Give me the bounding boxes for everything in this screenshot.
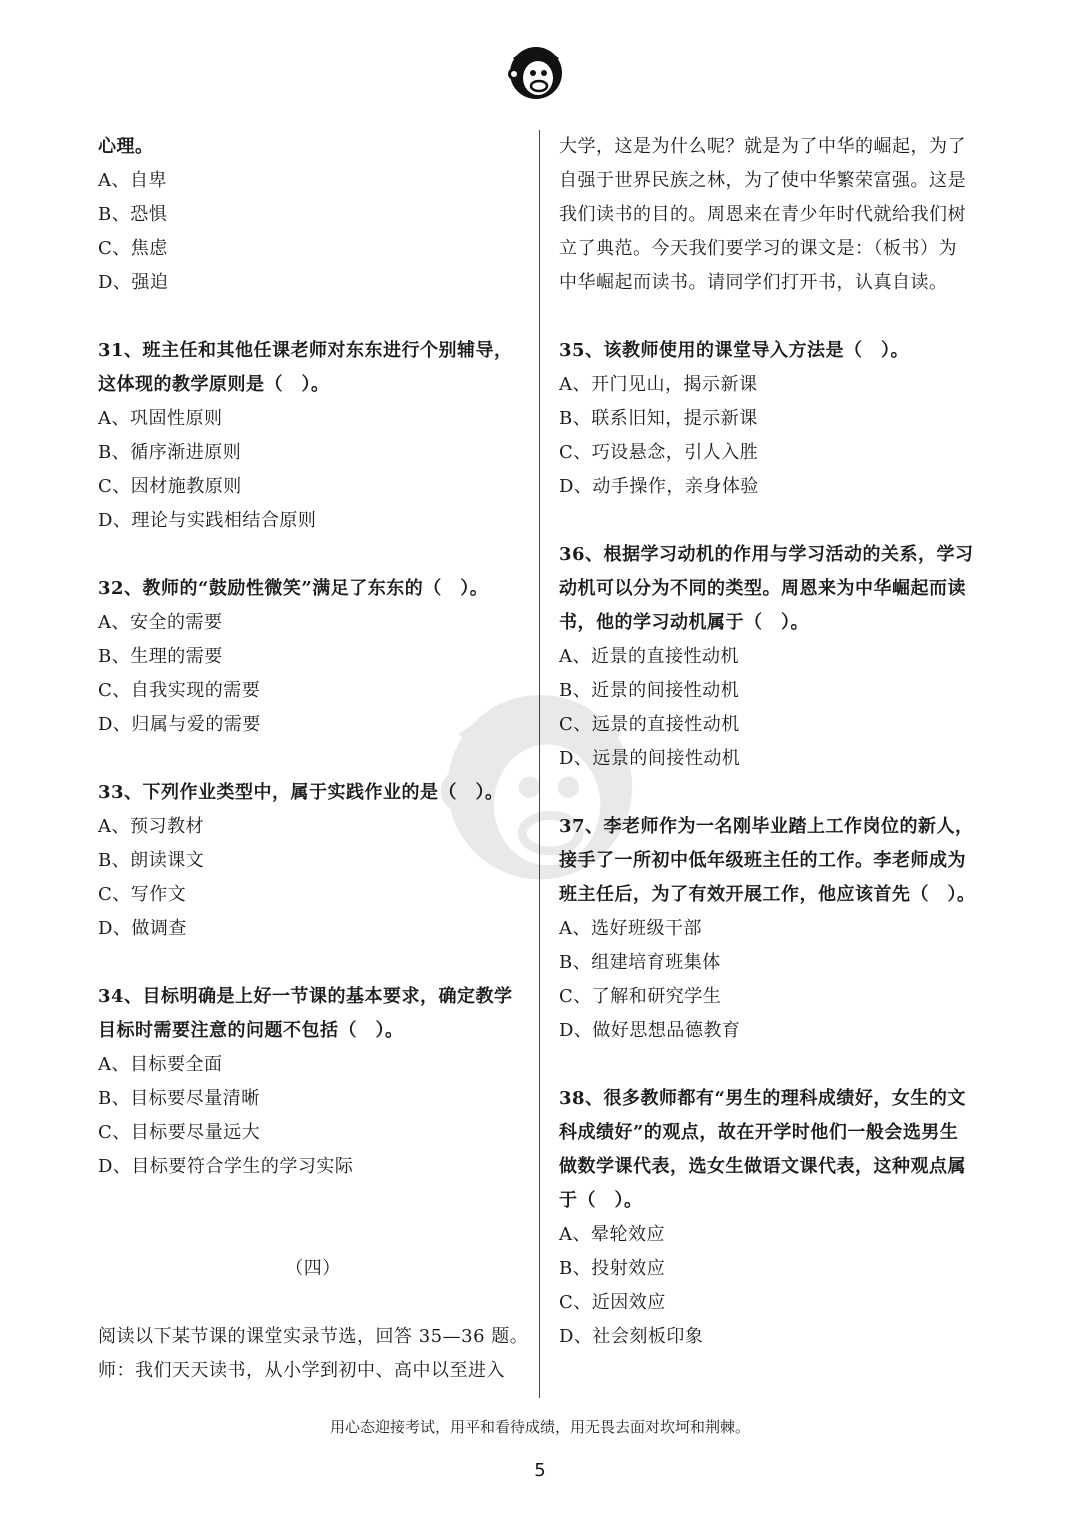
text-line: C、写作文 [98, 884, 187, 905]
text-line: 师：我们天天读书，从小学到初中、高中以至进入 [98, 1360, 505, 1381]
text-line: B、近景的间接性动机 [559, 680, 740, 701]
question-text: 33、下列作业类型中，属于实践作业的是（ ）。 [98, 782, 504, 803]
text-line: B、朗读课文 [98, 850, 205, 871]
text-line: C、自我实现的需要 [98, 680, 261, 701]
question-text: 于（ ）。 [559, 1190, 643, 1211]
question-text: 接手了一所初中低年级班主任的工作。李老师成为 [559, 850, 966, 871]
spacer [559, 1048, 989, 1082]
text-line: A、选好班级干部 [559, 918, 702, 939]
text-line: A、近景的直接性动机 [559, 646, 739, 667]
spacer [98, 1184, 528, 1218]
text-line: B、联系旧知，提示新课 [559, 408, 758, 429]
question-text: 心理。 [98, 136, 154, 157]
question-text: 做数学课代表，选女生做语文课代表，这种观点属 [559, 1156, 966, 1177]
text-line: 中华崛起而读书。请同学们打开书，认真自读。 [559, 272, 948, 293]
text-line: D、强迫 [98, 272, 169, 293]
text-line: A、安全的需要 [98, 612, 223, 633]
spacer [98, 300, 528, 334]
spacer [559, 504, 989, 538]
right-column [559, 130, 989, 1354]
text-line: B、生理的需要 [98, 646, 223, 667]
text-line: B、循序渐进原则 [98, 442, 242, 463]
text-line: B、组建培育班集体 [559, 952, 721, 973]
column-divider [539, 130, 540, 1398]
text-line: C、近因效应 [559, 1292, 666, 1313]
text-line: 自强于世界民族之林，为了使中华繁荣富强。这是 [559, 170, 966, 191]
text-line: A、预习教材 [98, 816, 204, 837]
monkey-logo-icon [505, 40, 567, 102]
question-text: 动机可以分为不同的类型。周恩来为中华崛起而读 [559, 578, 966, 599]
text-line: A、晕轮效应 [559, 1224, 665, 1245]
question-text: 科成绩好”的观点，故在开学时他们一般会选男生 [559, 1122, 959, 1143]
question-text: 32、教师的“鼓励性微笑”满足了东东的（ ）。 [98, 578, 489, 599]
question-text: 37、李老师作为一名刚毕业踏上工作岗位的新人， [559, 816, 974, 837]
spacer [98, 1286, 528, 1320]
text-line: D、目标要符合学生的学习实际 [98, 1156, 354, 1177]
text-line: D、远景的间接性动机 [559, 748, 741, 769]
text-line: 立了典范。今天我们要学习的课文是：（板书）为 [559, 238, 957, 259]
text-line: C、目标要尽量远大 [98, 1122, 261, 1143]
spacer [559, 776, 989, 810]
question-text: 班主任后，为了有效开展工作，他应该首先（ ）。 [559, 884, 976, 905]
text-line: A、目标要全面 [98, 1054, 223, 1075]
text-line: 阅读以下某节课的课堂实录节选，回答 35—36 题。 [98, 1326, 529, 1347]
text-line: D、理论与实践相结合原则 [98, 510, 317, 531]
text-line: D、归属与爱的需要 [98, 714, 261, 735]
question-text: 35、该教师使用的课堂导入方法是（ ）。 [559, 340, 910, 361]
text-line: A、巩固性原则 [98, 408, 223, 429]
text-line: A、自卑 [98, 170, 167, 191]
question-text: 36、根据学习动机的作用与学习活动的关系，学习 [559, 544, 974, 565]
text-line: C、了解和研究学生 [559, 986, 722, 1007]
section-heading: （四） [285, 1258, 341, 1279]
text-line: 大学，这是为什么呢？就是为了中华的崛起，为了 [559, 136, 966, 157]
text-line: 我们读书的目的。周恩来在青少年时代就给我们树 [559, 204, 966, 225]
left-column [98, 130, 528, 1388]
text-line: B、投射效应 [559, 1258, 666, 1279]
text-line: B、目标要尽量清晰 [98, 1088, 260, 1109]
text-line: B、恐惧 [98, 204, 168, 225]
spacer [98, 1218, 528, 1252]
question-text: 书，他的学习动机属于（ ）。 [559, 612, 809, 633]
text-line: D、做好思想品德教育 [559, 1020, 741, 1041]
question-text: 34、目标明确是上好一节课的基本要求，确定教学 [98, 986, 513, 1007]
text-line: D、动手操作，亲身体验 [559, 476, 759, 497]
text-line: C、焦虑 [98, 238, 168, 259]
spacer [559, 300, 989, 334]
question-text: 38、很多教师都有“男生的理科成绩好，女生的文 [559, 1088, 966, 1109]
text-line: C、远景的直接性动机 [559, 714, 740, 735]
question-text: 这体现的教学原则是（ ）。 [98, 374, 330, 395]
spacer [98, 742, 528, 776]
question-text: 目标时需要注意的问题不包括（ ）。 [98, 1020, 404, 1041]
page-number: 5 [534, 1460, 546, 1481]
question-text: 31、班主任和其他任课老师对东东进行个别辅导， [98, 340, 513, 361]
text-line: C、巧设悬念，引人入胜 [559, 442, 759, 463]
text-line: A、开门见山，揭示新课 [559, 374, 758, 395]
text-line: D、做调查 [98, 918, 187, 939]
spacer [98, 538, 528, 572]
text-line: C、因材施教原则 [98, 476, 242, 497]
text-line: D、社会刻板印象 [559, 1326, 704, 1347]
spacer [98, 946, 528, 980]
footer-motto: 用心态迎接考试，用平和看待成绩，用无畏去面对坎坷和荆棘。 [329, 1418, 750, 1436]
